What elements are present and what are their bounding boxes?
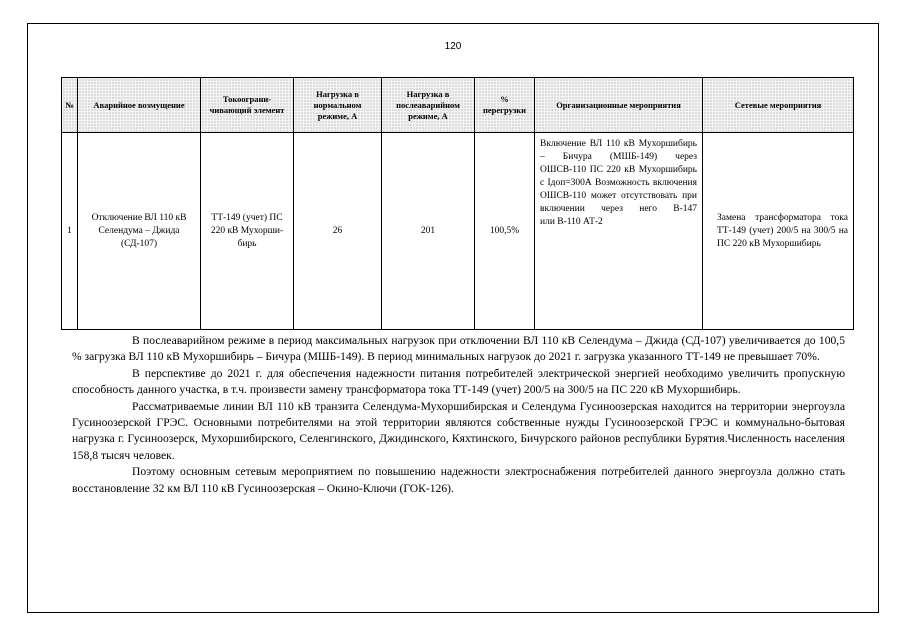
table-header-row	[62, 78, 854, 133]
cell-load-normal: 26	[294, 133, 382, 330]
table-row	[62, 133, 854, 330]
cell-disturbance: Отключение ВЛ 110 кВ Селендума – Джида (СД-107)	[78, 133, 201, 330]
cell-overload-percent: 100,5%	[475, 133, 535, 330]
measures-table	[61, 77, 854, 330]
paragraph: В послеаварийном режиме в период максимальных нагрузок при отключении ВЛ 110 кВ Селендума – Джида (СД-107) увеличивается до 100,5 % загрузка ВЛ 110 кВ Мухоршибирь – Бичура (МШБ-149). В период минимальных нагрузок до 2021 г. загрузка указанного ТТ-149 не превышает 70%.	[72, 334, 845, 364]
org-measures-text: Включение ВЛ 110 кВ Мухоршибирь – Бичура (МШБ-149) через ОШСВ-110 ПС 220 кВ Мухоршибирь с Iдоп=300А Возможность включения ОШСВ-110 может отсутствовать при включении через него В-147	[540, 139, 697, 214]
body-text	[72, 333, 845, 497]
paragraph: Поэтому основным сетевым мероприятием по повышению надежности электроснабжения потребителей данного энергоузла должно стать восстановление 32 км ВЛ 110 кВ Гусиноозерская – Окино-Ключи (ГОК-126).	[72, 465, 845, 495]
cell-org-measures	[535, 133, 703, 330]
header-number: №	[62, 78, 78, 133]
cell-load-post-emergency: 201	[382, 133, 475, 330]
paragraph: В перспективе до 2021 г. для обеспечения надежности питания потребителей электрической энергией необходимо увеличить пропускную способность данного участка, в т.ч. произвести замену трансформатора тока ТТ-149 (учет) 200/5 на 300/5 на ПС 220 кВ Мухоршибирь.	[72, 366, 845, 397]
cell-number: 1	[62, 133, 78, 330]
cell-limiting-element: ТТ-149 (учет) ПС 220 кВ Мухорши-бирь	[201, 133, 294, 330]
cell-network-measures: Замена трансформатора тока ТТ-149 (учет) 200/5 на 300/5 на ПС 220 кВ Мухоршибирь	[703, 133, 854, 330]
header-network-measures: Сетевые мероприятия	[703, 78, 854, 133]
header-org-measures: Организационные мероприятия	[535, 78, 703, 133]
header-load-post-emergency: Нагрузка в послеаварийном режиме, А	[382, 78, 475, 133]
header-overload-percent: % перегрузки	[475, 78, 535, 133]
page-frame	[27, 23, 879, 613]
org-measures-last-line: или В-110 АТ-2	[540, 217, 603, 227]
page-number: 120	[444, 41, 462, 52]
header-load-normal: Нагрузка в нормальном режиме, А	[294, 78, 382, 133]
paragraph: Рассматриваемые линии ВЛ 110 кВ транзита Селендума-Мухоршибирская и Селендума Гусиноозерская находится на территории энергоузла Гусиноозерской ГРЭС. Основными потребителями на этой территории являются собственные нужды Гусиноозерской ГРЭС и коммунально-бытовая нагрузка г. Гусиноозерск, Мухоршибирского, Селенгинского, Джидинского, Кяхтинского, Бичурского районов республики Бурятия.Численность населения 158,8 тысяч человек.	[72, 399, 845, 462]
header-disturbance: Аварийное возмущение	[78, 78, 201, 133]
header-limiting-element: Токоограни-чивающий элемент	[201, 78, 294, 133]
